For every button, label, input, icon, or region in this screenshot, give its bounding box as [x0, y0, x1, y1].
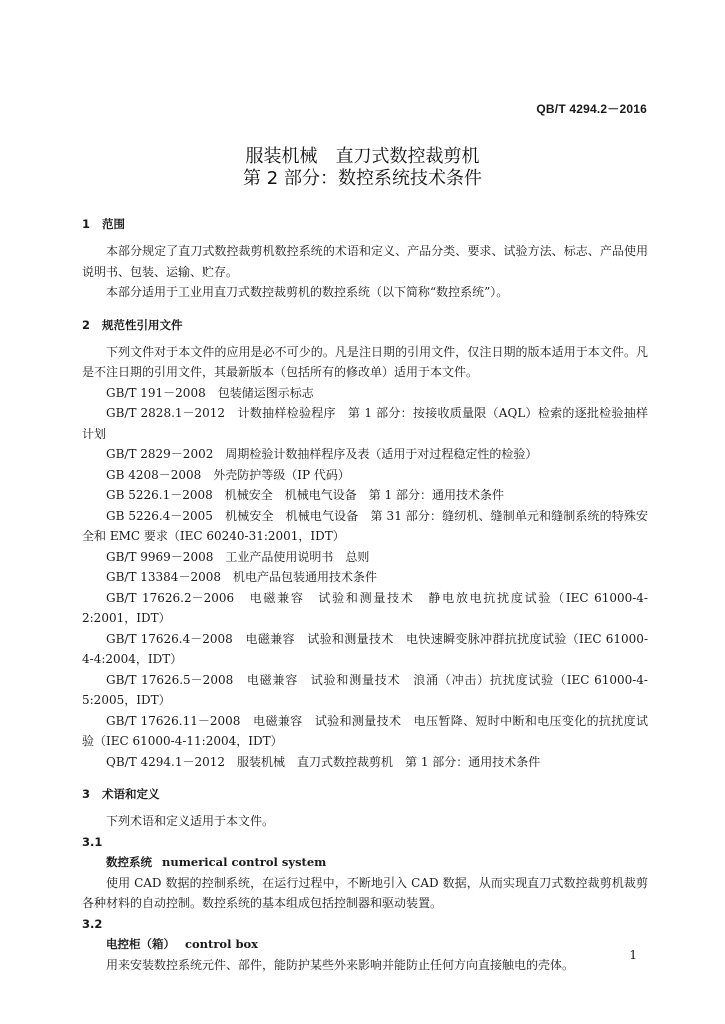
reference-item: GB/T 13384－2008 机电产品包装通用技术条件 — [106, 570, 377, 584]
reference-item: GB 5226.4－2005 机械安全 机械电气设备 第 31 部分：缝纫机、缝制单元和缝制系统的特殊安全和 EMC 要求（IEC 60240-31:2001，IDT） — [82, 508, 648, 543]
reference-item: GB/T 191－2008 包装储运图示标志 — [106, 385, 314, 400]
term-chinese: 电控柜（箱） — [106, 937, 175, 951]
paragraph: 下列文件对于本文件的应用是必不可少的。凡是注日期的引用文件，仅注日期的版本适用于本文件。凡是不注日期的引用文件，其最新版本（包括所有的修改单）适用于本文件。 — [82, 344, 648, 379]
section-3-heading — [82, 784, 648, 804]
page-number: 1 — [629, 948, 637, 962]
reference-item: QB/T 4294.1－2012 服装机械 直刀式数控裁剪机 第 1 部分：通用技术条件 — [106, 754, 541, 769]
section-title: 规范性引用文件 — [102, 317, 183, 332]
standard-code: QB/T 4294.2－2016 — [536, 102, 647, 116]
reference-item: GB/T 17626.11－2008 电磁兼容 试验和测量技术 电压暂降、短时中断和电压变化的抗扰度试验（IEC 61000-4-11:2004，IDT） — [82, 713, 648, 748]
document-body — [82, 214, 648, 975]
section-title: 术语和定义 — [102, 787, 160, 801]
reference-item: GB/T 9969－2008 工业产品使用说明书 总则 — [106, 549, 370, 564]
term-chinese: 数控系统 — [106, 855, 152, 869]
section-title: 范围 — [102, 217, 125, 231]
reference-item: GB 4208－2008 外壳防护等级（IP 代码） — [106, 467, 350, 482]
term-number: 3.2 — [82, 916, 103, 931]
term-number: 3.1 — [82, 834, 103, 849]
term-heading — [82, 852, 648, 873]
paragraph: 本部分规定了直刀式数控裁剪机数控系统的术语和定义、产品分类、要求、试验方法、标志、产品使用说明书、包装、运输、贮存。 — [82, 244, 648, 279]
section-number: 2 — [82, 317, 91, 332]
reference-item: GB/T 2829－2002 周期检验计数抽样程序及表（适用于对过程稳定性的检验） — [106, 447, 538, 461]
term-english: control box — [185, 937, 259, 951]
term-definition: 用来安装数控系统元件、部件，能防护某些外来影响并能防止任何方向直接触电的壳体。 — [106, 957, 575, 972]
term-definition: 使用 CAD 数据的控制系统，在运行过程中，不断地引入 CAD 数据，从而实现直刀式数控裁剪机裁剪各种材料的自动控制。数控系统的基本组成包括控制器和驱动装置。 — [82, 875, 648, 910]
reference-item: GB/T 17626.2－2006 电磁兼容 试验和测量技术 静电放电抗扰度试验（IEC 61000-4-2:2001，IDT） — [82, 590, 648, 625]
section-number: 1 — [82, 217, 91, 231]
section-1-heading — [82, 214, 648, 234]
term-english: numerical control system — [162, 855, 327, 869]
document-title-line-1: 服装机械 直刀式数控裁剪机 — [245, 146, 480, 167]
term-heading — [82, 934, 648, 955]
paragraph: 下列术语和定义适用于本文件。 — [106, 814, 275, 828]
document-title-line-2: 第 2 部分：数控系统技术条件 — [243, 168, 482, 189]
section-2-heading — [82, 315, 648, 335]
paragraph: 本部分适用于工业用直刀式数控裁剪机的数控系统（以下简称“数控系统”）。 — [106, 285, 509, 299]
reference-item: GB/T 17626.4－2008 电磁兼容 试验和测量技术 电快速瞬变脉冲群抗扰度试验（IEC 61000-4-4:2004，IDT） — [82, 631, 648, 666]
section-number: 3 — [82, 787, 91, 801]
reference-item: GB 5226.1－2008 机械安全 机械电气设备 第 1 部分：通用技术条件 — [106, 488, 505, 502]
reference-item: GB/T 17626.5－2008 电磁兼容 试验和测量技术 浪涌（冲击）抗扰度试验（IEC 61000-4-5:2005，IDT） — [82, 672, 648, 707]
reference-item: GB/T 2828.1－2012 计数抽样检验程序 第 1 部分：按接收质量限（AQL）检索的逐批检验抽样计划 — [82, 406, 648, 441]
